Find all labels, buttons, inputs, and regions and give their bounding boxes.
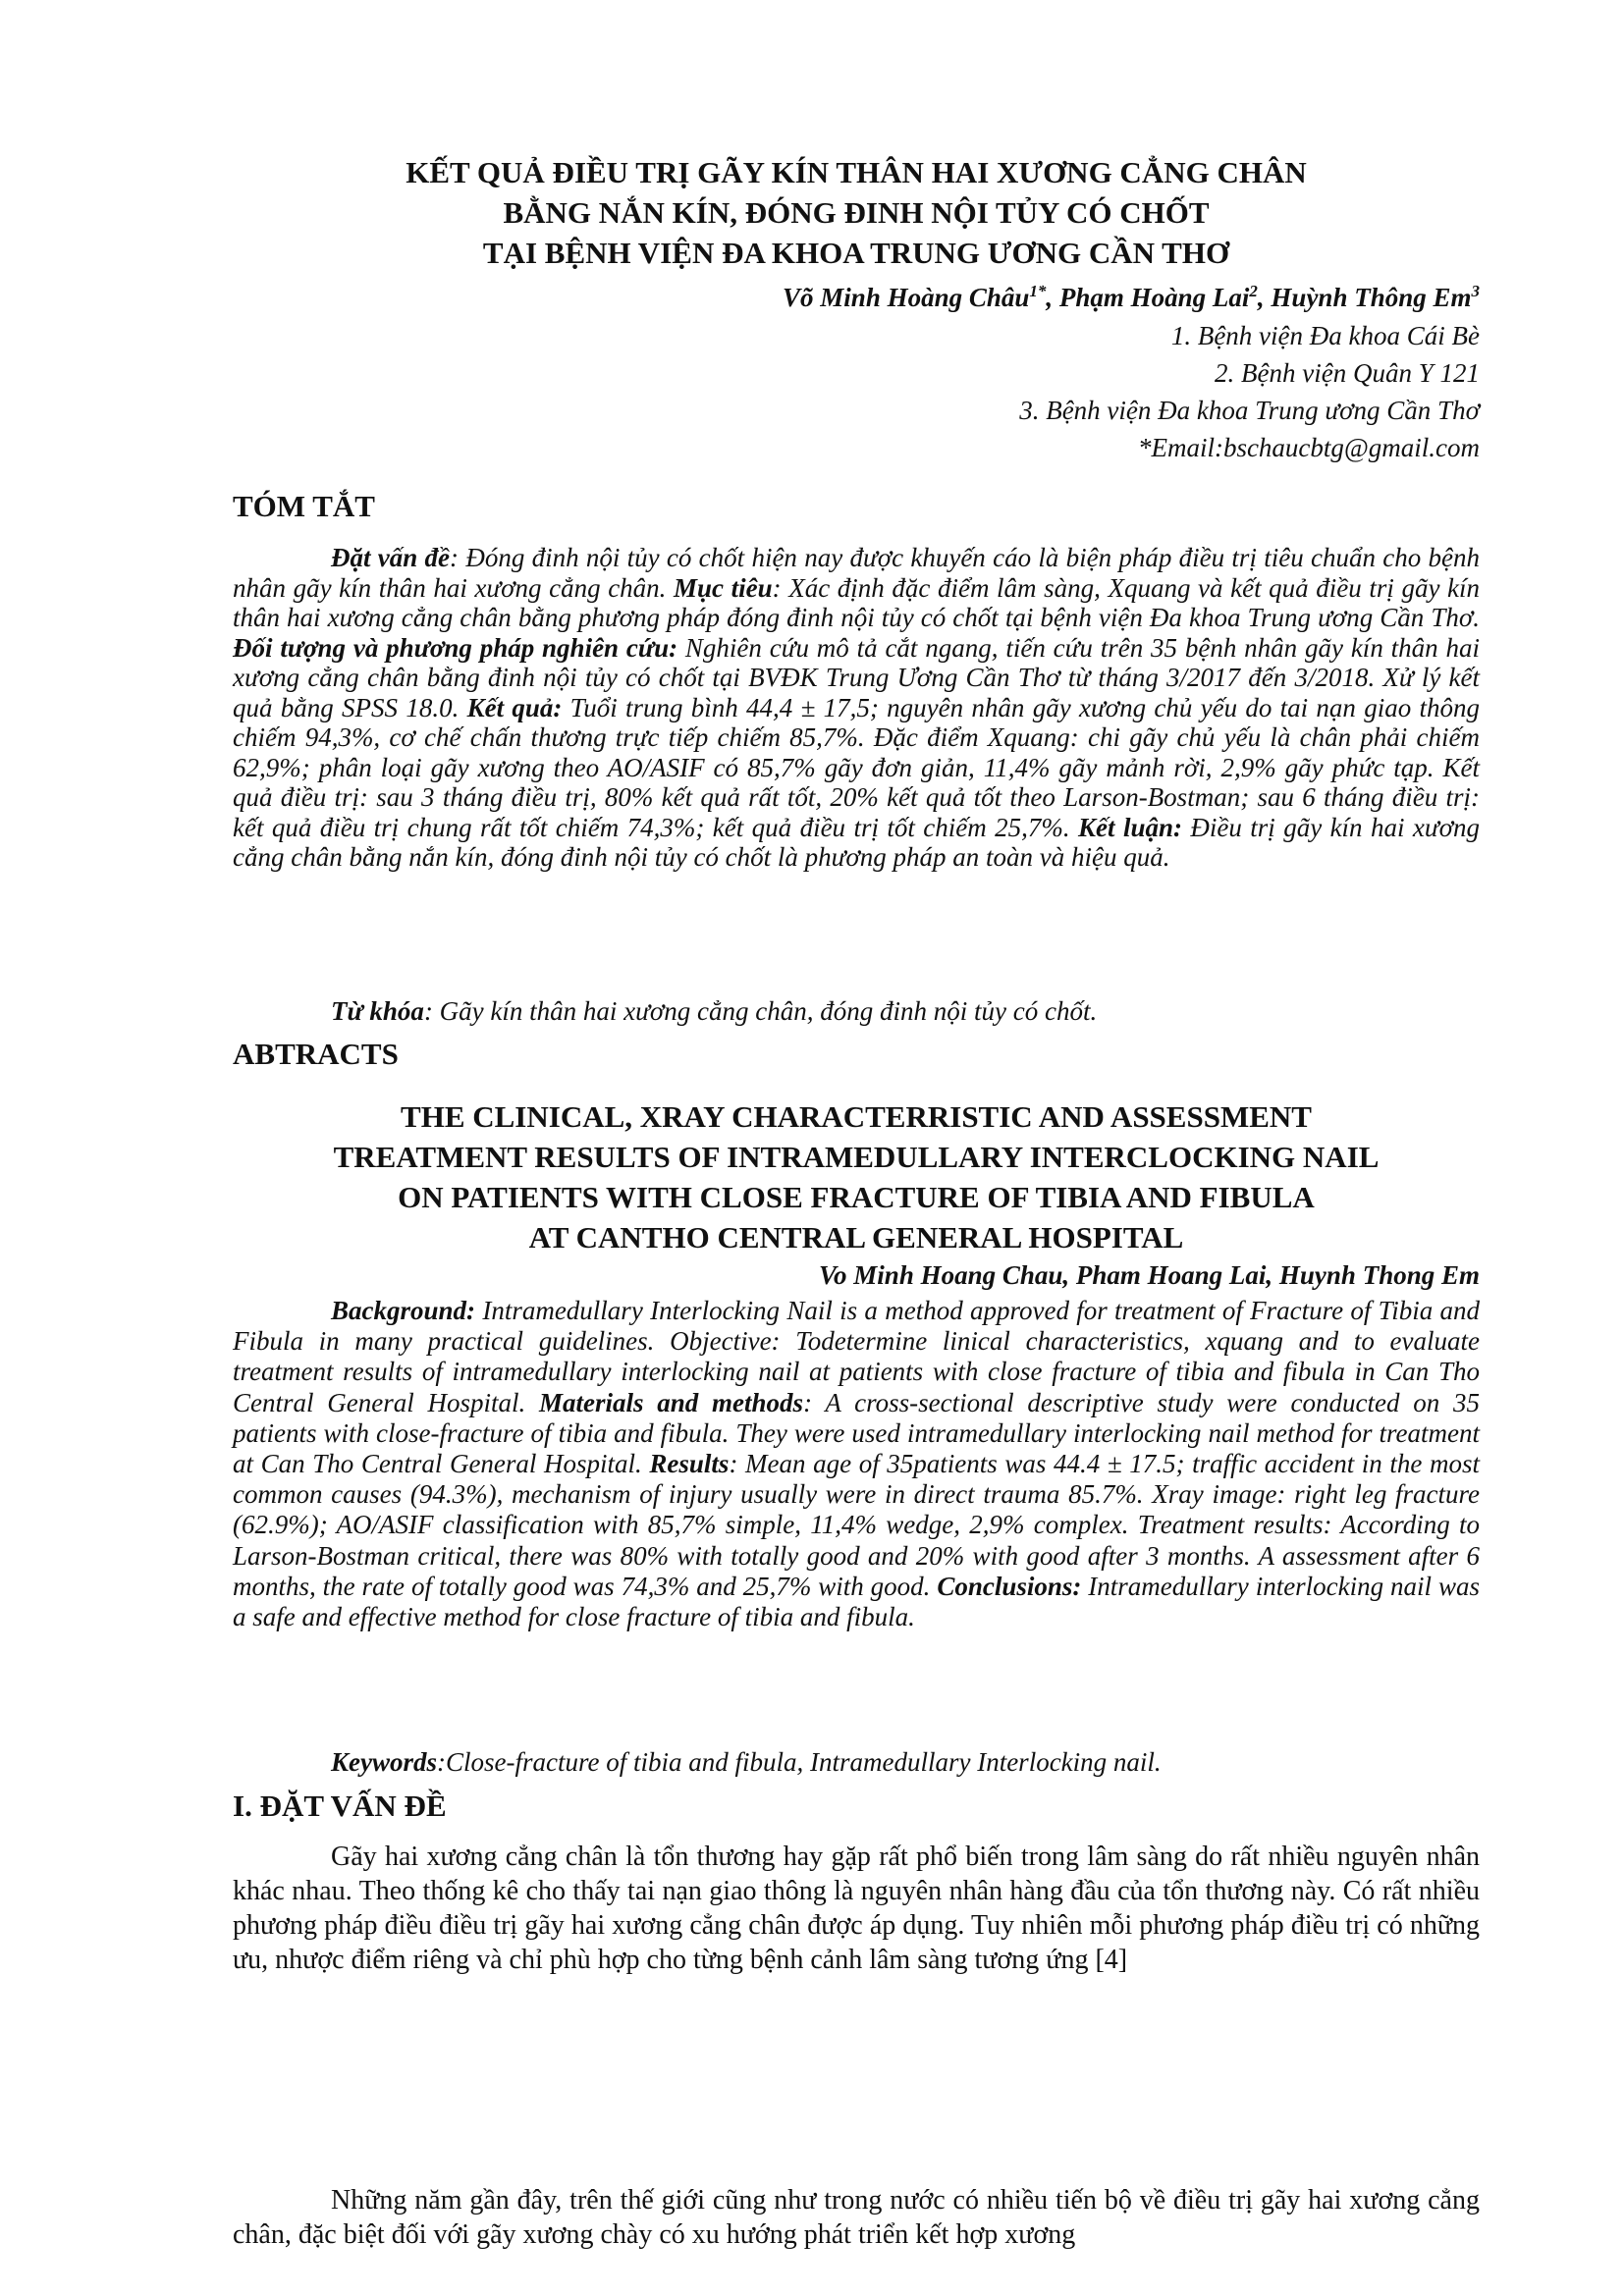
- abstract-en-label-background: Background:: [331, 1296, 476, 1325]
- affiliation-1: 1. Bệnh viện Đa khoa Cái Bè: [1170, 321, 1480, 350]
- abstract-en-text: : A cross-sectional descriptive study were conducted on 35 patients with close-fracture of tibia and fibula. They were used intramedullary interlocking nail method for treatment at Can Tho Central General Hospital.: [233, 1387, 1480, 1479]
- abstract-vi-label-conclusion: Kết luận:: [1078, 812, 1182, 842]
- title-vi-line-3: TẠI BỆNH VIỆN ĐA KHOA TRUNG ƯƠNG CẦN THƠ: [482, 236, 1230, 270]
- contact-email: *Email:bschaucbtg@gmail.com: [1137, 433, 1480, 462]
- intro-paragraph-2: [233, 2183, 1480, 2252]
- heading-abstract: ABTRACTS: [233, 1037, 399, 1071]
- title-vietnamese: [233, 152, 1480, 273]
- abstract-en-label-results: Results: [649, 1449, 730, 1479]
- title-vi-line-1: KẾT QUẢ ĐIỀU TRỊ GÃY KÍN THÂN HAI XƯƠNG CẲNG CHÂN: [406, 155, 1307, 189]
- title-en-line-2: TREATMENT RESULTS OF INTRAMEDULLARY INTERCLOCKING NAIL: [333, 1140, 1380, 1174]
- author-separator: ,: [1257, 283, 1272, 312]
- title-vi-line-2: BẰNG NẮN KÍN, ĐÓNG ĐINH NỘI TỦY CÓ CHỐT: [503, 195, 1210, 230]
- affiliation-3: 3. Bệnh viện Đa khoa Trung ương Cần Thơ: [1019, 396, 1480, 425]
- abstract-vi-label-objective: Mục tiêu: [674, 572, 773, 603]
- abstract-vietnamese: [233, 543, 1480, 873]
- abstract-english: [233, 1296, 1480, 1632]
- title-en-line-4: AT CANTHO CENTRAL GENERAL HOSPITAL: [528, 1220, 1184, 1255]
- abstract-en-label-conclusions: Conclusions:: [937, 1571, 1082, 1601]
- affiliations: [233, 317, 1480, 466]
- author-1-affil: 1*: [1029, 282, 1047, 300]
- title-en-line-3: ON PATIENTS WITH CLOSE FRACTURE OF TIBIA AND FIBULA: [398, 1180, 1315, 1214]
- abstract-vi-text: Tuổi trung bình 44,4 ± 17,5; nguyên nhân gãy xương chủ yếu do tai nạn giao thông chiếm 94,3%, cơ chế chấn thương trực tiếp chiếm 85,7%. Đặc điểm Xquang: chi gãy chủ yếu là chân phải chiếm 62,9%; phân loại gãy xương theo AO/ASIF có 85,7% gãy đơn giản, 11,4% gãy mảnh rời, 2,9% gãy phức tạp. Kết quả điều trị: sau 3 tháng điều trị, 80% kết quả rất tốt, 20% kết quả tốt theo Larson-Bostman; sau 6 tháng điều trị: kết quả điều trị chung rất tốt chiếm 74,3%; kết quả điều trị tốt chiếm 25,7%.: [233, 692, 1480, 842]
- keywords-en-label: Keywords: [331, 1747, 437, 1777]
- heading-tomtat: TÓM TẮT: [233, 489, 375, 523]
- abstract-vi-text: Điều trị gãy kín hai xương cẳng chân bằng nắn kín, đóng đinh nội tủy có chốt là phương pháp an toàn và hiệu quả.: [233, 812, 1480, 872]
- abstract-en-label-methods: Materials and methods: [539, 1387, 804, 1417]
- abstract-vi-text: : Đóng đinh nội tủy có chốt hiện nay được khuyến cáo là biện pháp điều trị tiêu chuẩn cho bệnh nhân gãy kín thân hai xương cẳng chân.: [233, 543, 1480, 603]
- title-english: [233, 1096, 1480, 1257]
- heading-introduction: I. ĐẶT VẤN ĐỀ: [233, 1789, 447, 1823]
- keywords-en-text: :Close-fracture of tibia and fibula, Intramedullary Interlocking nail.: [437, 1747, 1162, 1777]
- author-2: Phạm Hoàng Lai: [1058, 283, 1250, 312]
- author-2-affil: 2: [1249, 282, 1258, 300]
- intro-paragraph-2-text: Những năm gần đây, trên thế giới cũng như trong nước có nhiều tiến bộ về điều trị gãy hai xương cẳng chân, đặc biệt đối với gãy xương chày có xu hướng phát triển kết hợp xương: [233, 2185, 1480, 2250]
- authors-vietnamese: [233, 278, 1480, 317]
- abstract-vi-text: Nghiên cứu mô tả cắt ngang, tiến cứu trên 35 bệnh nhân gãy kín thân hai xương cẳng chân bằng đinh nội tủy có chốt tại BVĐK Trung Ương Cần Thơ từ tháng 3/2017 đến 3/2018. Xử lý kết quả bằng SPSS 18.0.: [233, 632, 1480, 722]
- author-separator: ,: [1046, 283, 1059, 312]
- author-3-affil: 3: [1471, 282, 1480, 300]
- keywords-vietnamese: [233, 996, 1480, 1026]
- intro-paragraph-1: [233, 1840, 1480, 1977]
- title-en-line-1: THE CLINICAL, XRAY CHARACTERRISTIC AND ASSESSMENT: [401, 1099, 1312, 1134]
- author-1: Võ Minh Hoàng Châu: [783, 283, 1030, 312]
- abstract-vi-label-results: Kết quả:: [466, 692, 563, 722]
- keywords-english: [233, 1747, 1480, 1778]
- abstract-vi-label-methods: Đối tượng và phương pháp nghiên cứu:: [233, 632, 678, 663]
- intro-paragraph-1-text: Gãy hai xương cẳng chân là tổn thương hay gặp rất phổ biến trong lâm sàng do rất nhiều nguyên nhân khác nhau. Theo thống kê cho thấy tai nạn giao thông là nguyên nhân hàng đầu của tổn thương này. Có rất nhiều phương pháp điều điều trị gãy hai xương cẳng chân được áp dụng. Tuy nhiên mỗi phương pháp điều trị có những ưu, nhược điểm riêng và chỉ phù hợp cho từng bệnh cảnh lâm sàng tương ứng [4]: [233, 1842, 1480, 1975]
- abstract-en-text: : Mean age of 35patients was 44.4 ± 17.5; traffic accident in the most common causes (94.3%), mechanism of injury usually were in direct trauma 85.7%. Xray image: right leg fracture (62.9%); AO/ASIF classification with 85,7% simple, 11,4% wedge, 2,9% complex. Treatment results: According to Larson-Bostman critical, there was 80% with totally good and 20% with good after 3 months. A assessment after 6 months, the rate of totally good was 74,3% and 25,7% with good.: [233, 1449, 1481, 1601]
- abstract-en-text: Intramedullary interlocking nail was a safe and effective method for close fracture of tibia and fibula.: [233, 1571, 1480, 1632]
- authors-english: Vo Minh Hoang Chau, Pham Hoang Lai, Huynh Thong Em: [819, 1260, 1480, 1290]
- keywords-vi-text: : Gãy kín thân hai xương cẳng chân, đóng đinh nội tủy có chốt.: [423, 996, 1098, 1026]
- author-3: Huỳnh Thông Em: [1271, 283, 1472, 312]
- abstract-en-text: Intramedullary Interlocking Nail is a method approved for treatment of Fracture of Tibia and Fibula in many practical guidelines. Objective: Todetermine linical characteristics, xquang and to evaluate treatment results of intramedullary interlocking nail at patients with close fracture of tibia and fibula in Can Tho Central General Hospital.: [233, 1296, 1480, 1417]
- abstract-vi-text: : Xác định đặc điểm lâm sàng, Xquang và kết quả điều trị gãy kín thân hai xương cẳng chân bằng phương pháp đóng đinh nội tủy có chốt tại bệnh viện Đa khoa Trung ương Cần Thơ.: [233, 572, 1481, 632]
- keywords-vi-label: Từ khóa: [331, 996, 424, 1026]
- affiliation-2: 2. Bệnh viện Quân Y 121: [1215, 358, 1480, 388]
- abstract-vi-label-background: Đặt vấn đề: [331, 543, 451, 572]
